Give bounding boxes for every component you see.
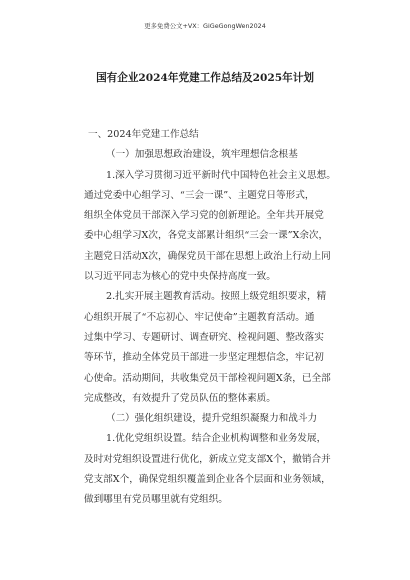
- paragraph-line: 组织全体党员干部深入学习党的创新理论。全年共开展党: [84, 210, 324, 222]
- paragraph-line: 心使命。活动期间，共收集党员干部检视问题X条，已全部: [84, 372, 331, 384]
- paragraph-line: 主题党日活动X次，确保党员干部在思想上政治上行动上同: [84, 250, 331, 262]
- paragraph-line: 1.深入学习贯彻习近平新时代中国特色社会主义思想。: [106, 169, 336, 181]
- document-title: 国有企业2024年党建工作总结及2025年计划: [96, 72, 314, 84]
- paragraph-line: 完成整改，有效提升了党员队伍的整体素质。: [84, 392, 276, 404]
- subsection-heading: （二）强化组织建设，提升党组织凝聚力和战斗力: [106, 413, 318, 425]
- document-body: [84, 125, 344, 511]
- paragraph-line: 过集中学习、专题研讨、调查研究、检视问题、整改落实: [84, 331, 324, 343]
- section-heading: 一、2024年党建工作总结: [88, 129, 199, 140]
- paragraph-line: 党支部X个，确保党组织覆盖到企业各个层面和业务领域，: [84, 474, 331, 486]
- paragraph-line: 委中心组学习X次，各党支部累计组织“三会一课”X余次，: [84, 230, 329, 242]
- paragraph-line: 等环节，推动全体党员干部进一步坚定理想信念，牢记初: [84, 352, 324, 364]
- paragraph-line: 以习近平同志为核心的党中央保持高度一致。: [84, 271, 276, 283]
- paragraph-line: 心组织开展了“不忘初心、牢记使命”主题教育活动。通: [84, 311, 315, 323]
- paragraph-line: 2.扎实开展主题教育活动。按照上级党组织要求，精: [106, 291, 327, 303]
- paragraph-line: 及时对党组织设置进行优化，新成立党支部X个，撤销合并: [84, 453, 331, 465]
- subsection-heading: （一）加强思想政治建设，筑牢理想信念根基: [106, 149, 298, 161]
- header-note: 更多免费公文+VX：GiGeGongWen2024: [144, 22, 266, 30]
- paragraph-line: 1.优化党组织设置。结合企业机构调整和业务发展，: [106, 433, 327, 445]
- paragraph-line: 做到哪里有党员哪里就有党组织。: [84, 494, 228, 506]
- paragraph-line: 通过党委中心组学习、“三会一课”、主题党日等形式，: [84, 189, 315, 201]
